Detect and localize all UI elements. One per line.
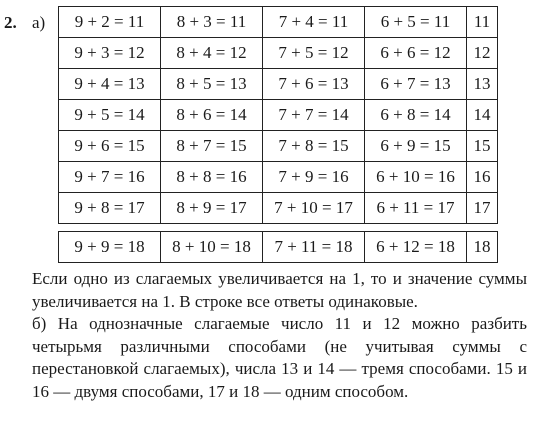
equation-cell: 6 + 12 = 18 xyxy=(365,232,467,263)
equation-cell: 9 + 7 = 16 xyxy=(59,162,161,193)
equation-cell: 7 + 8 = 15 xyxy=(263,131,365,162)
equation-cell: 8 + 9 = 17 xyxy=(161,193,263,224)
equation-cell: 6 + 11 = 17 xyxy=(365,193,467,224)
equation-cell: 9 + 3 = 12 xyxy=(59,38,161,69)
table-row xyxy=(59,69,498,100)
equation-cell: 9 + 4 = 13 xyxy=(59,69,161,100)
equation-cell: 8 + 5 = 13 xyxy=(161,69,263,100)
sum-cell: 13 xyxy=(467,69,498,100)
sum-cell: 14 xyxy=(467,100,498,131)
equation-cell: 9 + 8 = 17 xyxy=(59,193,161,224)
equation-cell: 7 + 4 = 11 xyxy=(263,7,365,38)
equation-cell: 7 + 5 = 12 xyxy=(263,38,365,69)
equation-cell: 7 + 9 = 16 xyxy=(263,162,365,193)
equation-cell: 8 + 3 = 11 xyxy=(161,7,263,38)
table-row xyxy=(59,38,498,69)
sums-table-body xyxy=(59,7,498,224)
equation-cell: 9 + 9 = 18 xyxy=(59,232,161,263)
table-row xyxy=(59,232,498,263)
equation-cell: 8 + 4 = 12 xyxy=(161,38,263,69)
equation-cell: 8 + 8 = 16 xyxy=(161,162,263,193)
equation-cell: 7 + 11 = 18 xyxy=(263,232,365,263)
sums-table-last-row xyxy=(58,231,498,263)
equation-cell: 9 + 2 = 11 xyxy=(59,7,161,38)
equation-cell: 8 + 10 = 18 xyxy=(161,232,263,263)
task-number: 2. xyxy=(4,13,17,32)
equation-cell: 8 + 7 = 15 xyxy=(161,131,263,162)
table-row xyxy=(59,193,498,224)
sum-cell: 17 xyxy=(467,193,498,224)
equation-cell: 6 + 8 = 14 xyxy=(365,100,467,131)
sum-cell: 16 xyxy=(467,162,498,193)
table-row xyxy=(59,100,498,131)
sum-cell: 11 xyxy=(467,7,498,38)
sum-cell: 15 xyxy=(467,131,498,162)
equation-cell: 9 + 6 = 15 xyxy=(59,131,161,162)
table-row xyxy=(59,131,498,162)
table-row xyxy=(59,162,498,193)
equation-cell: 7 + 7 = 14 xyxy=(263,100,365,131)
sums-table-last-body xyxy=(59,232,498,263)
equation-cell: 9 + 5 = 14 xyxy=(59,100,161,131)
sums-table xyxy=(58,6,498,224)
equation-cell: 8 + 6 = 14 xyxy=(161,100,263,131)
equation-cell: 6 + 6 = 12 xyxy=(365,38,467,69)
part-a-label: а) xyxy=(32,13,46,32)
equation-cell: 6 + 9 = 15 xyxy=(365,131,467,162)
sum-cell: 18 xyxy=(467,232,498,263)
equation-cell: 6 + 10 = 16 xyxy=(365,162,467,193)
equation-cell: 6 + 5 = 11 xyxy=(365,7,467,38)
sum-cell: 12 xyxy=(467,38,498,69)
equation-cell: 7 + 10 = 17 xyxy=(263,193,365,224)
table-row xyxy=(59,7,498,38)
part-b-paragraph: б) На однозначные слагаемые число 11 и 12 можно разбить четырьмя различными способами (не учитывая суммы с перестановкой слагаемых), числа 13 и 14 — тремя способами. 15 и 16 — двумя способами, 17 и 18 — одним способом. xyxy=(32,314,527,401)
equation-cell: 6 + 7 = 13 xyxy=(365,69,467,100)
equation-cell: 7 + 6 = 13 xyxy=(263,69,365,100)
explanation-paragraph: Если одно из слагаемых увеличивается на 1, то и значение суммы увеличивается на 1. В строке все ответы одинаковые. xyxy=(32,269,527,311)
